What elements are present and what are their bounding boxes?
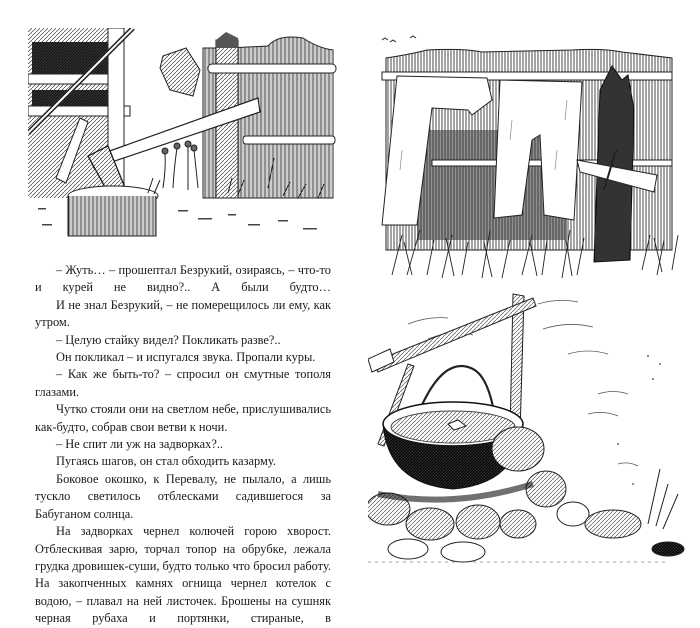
paragraph: Чутко стояли они на светлом небе, прислушивались как-будто, собрав свои ветви к ночи. — [35, 402, 331, 434]
kettle-campfire-illustration — [368, 284, 688, 569]
paragraph: Он покликал – и испугался звука. Пропали куры. — [56, 350, 316, 365]
laundry-fence-illustration — [372, 30, 692, 280]
paragraph: – Жуть… – прошептал Безрукий, озираясь, – что-то и курей не видно?.. А были будто… — [35, 263, 331, 295]
paragraph: – Как же быть-то? – спросил он смутные тополя глазами. — [35, 367, 331, 399]
left-page — [0, 0, 350, 626]
paragraph: Пугаясь шагов, он стал обходить казарму. — [56, 454, 276, 469]
body-text — [35, 262, 331, 628]
paragraph: На задворках чернел колючей горою хворост. Отблескивая зарю, торчал топор на обрубке, лежала грудка дровишек-суши, будто только что бросил работу. На закопченных камнях огнища чернел котелок с водою, – плавал на ней листочек. Брошены на сушняк черная рубаха и портянки, стираные, в — [35, 524, 331, 626]
paragraph: И не знал Безрукий, – не померещилось ли ему, как утром. — [35, 297, 331, 330]
paragraph: Боковое окошко, к Перевалу, не пылало, а лишь тускло светилось отблесками садившегося за Бабуганом солнца. — [35, 471, 331, 521]
paragraph: – Не спит ли уж на задворках?.. — [56, 437, 224, 452]
paragraph: – Целую стайку видел? Покликать разве?.. — [56, 332, 281, 347]
right-page — [350, 0, 700, 595]
axe-stump-illustration — [28, 28, 338, 238]
